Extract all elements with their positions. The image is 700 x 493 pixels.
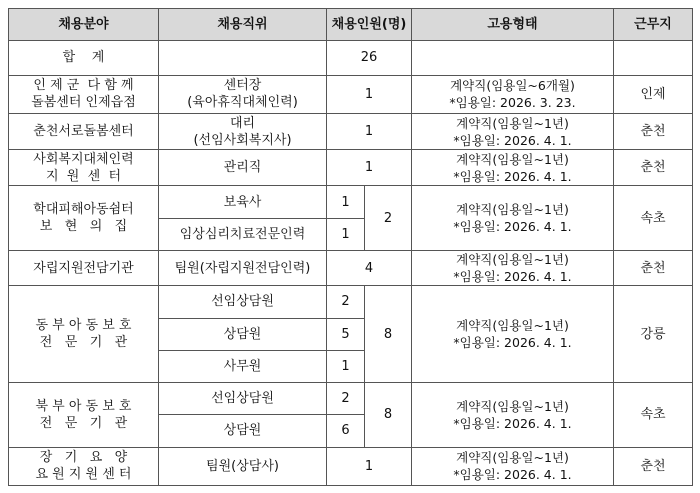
sub-count-cell: 1 xyxy=(327,186,365,218)
workplace-cell: 춘천 xyxy=(614,447,693,485)
employment-cell xyxy=(412,383,614,448)
field-cell-line: 보 현 의 집 xyxy=(39,219,128,235)
employment-cell xyxy=(412,186,614,251)
employment-cell-line: 계약직(임용일~6개월) xyxy=(450,78,575,94)
workplace-cell: 인제 xyxy=(614,75,693,113)
field-cell-line: 전 문 기 관 xyxy=(39,415,128,431)
position-cell-line: (선임사회복지사) xyxy=(193,132,292,148)
employment-cell-line: *임용일: 2026. 4. 1. xyxy=(453,415,572,431)
field-cell xyxy=(9,447,159,485)
field-cell-line: 동 부 아 동 보 호 xyxy=(35,318,132,334)
table-row xyxy=(9,186,693,218)
field-cell xyxy=(9,186,159,251)
employment-cell-line: 계약직(임용일~1년) xyxy=(456,115,569,131)
employment-cell xyxy=(412,286,614,383)
employment-cell-line: 계약직(임용일~1년) xyxy=(456,151,569,167)
count-cell: 4 xyxy=(327,250,412,285)
table-row xyxy=(9,75,693,113)
count-total-cell: 8 xyxy=(365,286,412,383)
count-cell: 1 xyxy=(327,75,412,113)
position-cell: 사무원 xyxy=(159,350,327,382)
table-row xyxy=(9,250,693,285)
position-cell-line: 대리 xyxy=(229,115,256,131)
field-cell-line: 지 원 센 터 xyxy=(45,168,122,184)
field-cell-line: 인 제 군 다 함 께 xyxy=(33,78,134,94)
table-row xyxy=(9,383,693,415)
sub-count-cell: 1 xyxy=(327,350,365,382)
employment-cell-line: *임용일: 2026. 4. 1. xyxy=(453,219,572,235)
sub-count-cell: 5 xyxy=(327,318,365,350)
field-cell xyxy=(9,286,159,383)
workplace-cell: 춘천 xyxy=(614,150,693,186)
field-cell-line: 전 문 기 관 xyxy=(39,335,128,351)
employment-cell xyxy=(412,75,614,113)
field-cell-line: 돌봄센터 인제읍점 xyxy=(31,95,136,111)
sub-count-cell: 2 xyxy=(327,286,365,318)
position-cell: 상담원 xyxy=(159,318,327,350)
field-cell xyxy=(9,75,159,113)
field-cell-line: 요 원 지 원 센 터 xyxy=(35,467,132,483)
total-empty xyxy=(159,41,327,75)
employment-cell-line: *임용일: 2026. 4. 1. xyxy=(453,335,572,351)
position-cell-line: 관리직 xyxy=(223,160,262,176)
position-cell-line: (육아휴직대체인력) xyxy=(187,95,298,111)
employment-cell-line: *임용일: 2026. 3. 23. xyxy=(449,95,576,111)
field-cell-line: 북 부 아 동 보 호 xyxy=(35,398,132,414)
employment-cell xyxy=(412,250,614,285)
header-field: 채용분야 xyxy=(9,9,159,41)
table-body xyxy=(9,9,693,486)
employment-cell-line: *임용일: 2026. 4. 1. xyxy=(453,269,572,285)
employment-cell-line: 계약직(임용일~1년) xyxy=(456,202,569,218)
position-cell: 임상심리치료전문인력 xyxy=(159,218,327,250)
table-row xyxy=(9,150,693,186)
workplace-cell: 속초 xyxy=(614,383,693,448)
workplace-cell: 강릉 xyxy=(614,286,693,383)
count-total-cell: 8 xyxy=(365,383,412,448)
header-count: 채용인원(명) xyxy=(327,9,412,41)
field-cell xyxy=(9,150,159,186)
employment-cell xyxy=(412,113,614,149)
position-cell-line: 팀원(자립지원전담인력) xyxy=(174,260,311,276)
position-cell-line: 팀원(상담사) xyxy=(206,458,279,474)
field-cell-line: 학대피해아동쉼터 xyxy=(33,202,134,218)
field-cell-line: 장 기 요 양 xyxy=(39,450,128,466)
field-cell-line: 자립지원전담기관 xyxy=(33,260,134,276)
header-workplace: 근무지 xyxy=(614,9,693,41)
position-cell xyxy=(159,150,327,186)
position-cell xyxy=(159,113,327,149)
count-total-cell: 2 xyxy=(365,186,412,251)
total-row xyxy=(9,41,693,75)
sub-count-cell: 6 xyxy=(327,415,365,447)
position-cell xyxy=(159,447,327,485)
field-cell-line: 사회복지대체인력 xyxy=(33,151,134,167)
position-cell-line: 센터장 xyxy=(223,78,262,94)
employment-cell xyxy=(412,447,614,485)
position-cell: 선임상담원 xyxy=(159,286,327,318)
total-empty xyxy=(614,41,693,75)
employment-cell-line: 계약직(임용일~1년) xyxy=(456,252,569,268)
count-cell: 1 xyxy=(327,150,412,186)
table-row xyxy=(9,113,693,149)
position-cell: 보육사 xyxy=(159,186,327,218)
field-cell-line: 춘천서로돌봄센터 xyxy=(33,124,134,139)
total-empty xyxy=(412,41,614,75)
position-cell xyxy=(159,75,327,113)
sub-count-cell: 2 xyxy=(327,383,365,415)
table-row xyxy=(9,286,693,318)
total-count: 26 xyxy=(327,41,412,75)
employment-cell xyxy=(412,150,614,186)
position-cell xyxy=(159,250,327,285)
field-cell xyxy=(9,250,159,285)
workplace-cell: 춘천 xyxy=(614,113,693,149)
employment-cell-line: 계약직(임용일~1년) xyxy=(456,450,569,466)
table-row xyxy=(9,447,693,485)
field-cell xyxy=(9,113,159,149)
employment-cell-line: *임용일: 2026. 4. 1. xyxy=(453,132,572,148)
workplace-cell: 속초 xyxy=(614,186,693,251)
recruitment-table xyxy=(8,8,693,486)
sub-count-cell: 1 xyxy=(327,218,365,250)
employment-cell-line: *임용일: 2026. 4. 1. xyxy=(453,467,572,483)
header-employment-type: 고용형태 xyxy=(412,9,614,41)
count-cell: 1 xyxy=(327,113,412,149)
workplace-cell: 춘천 xyxy=(614,250,693,285)
position-cell: 상담원 xyxy=(159,415,327,447)
position-cell: 선임상담원 xyxy=(159,383,327,415)
header-row xyxy=(9,9,693,41)
field-cell xyxy=(9,383,159,448)
employment-cell-line: 계약직(임용일~1년) xyxy=(456,318,569,334)
header-position: 채용직위 xyxy=(159,9,327,41)
count-cell: 1 xyxy=(327,447,412,485)
employment-cell-line: 계약직(임용일~1년) xyxy=(456,398,569,414)
total-label: 합 계 xyxy=(9,41,159,75)
employment-cell-line: *임용일: 2026. 4. 1. xyxy=(453,168,572,184)
